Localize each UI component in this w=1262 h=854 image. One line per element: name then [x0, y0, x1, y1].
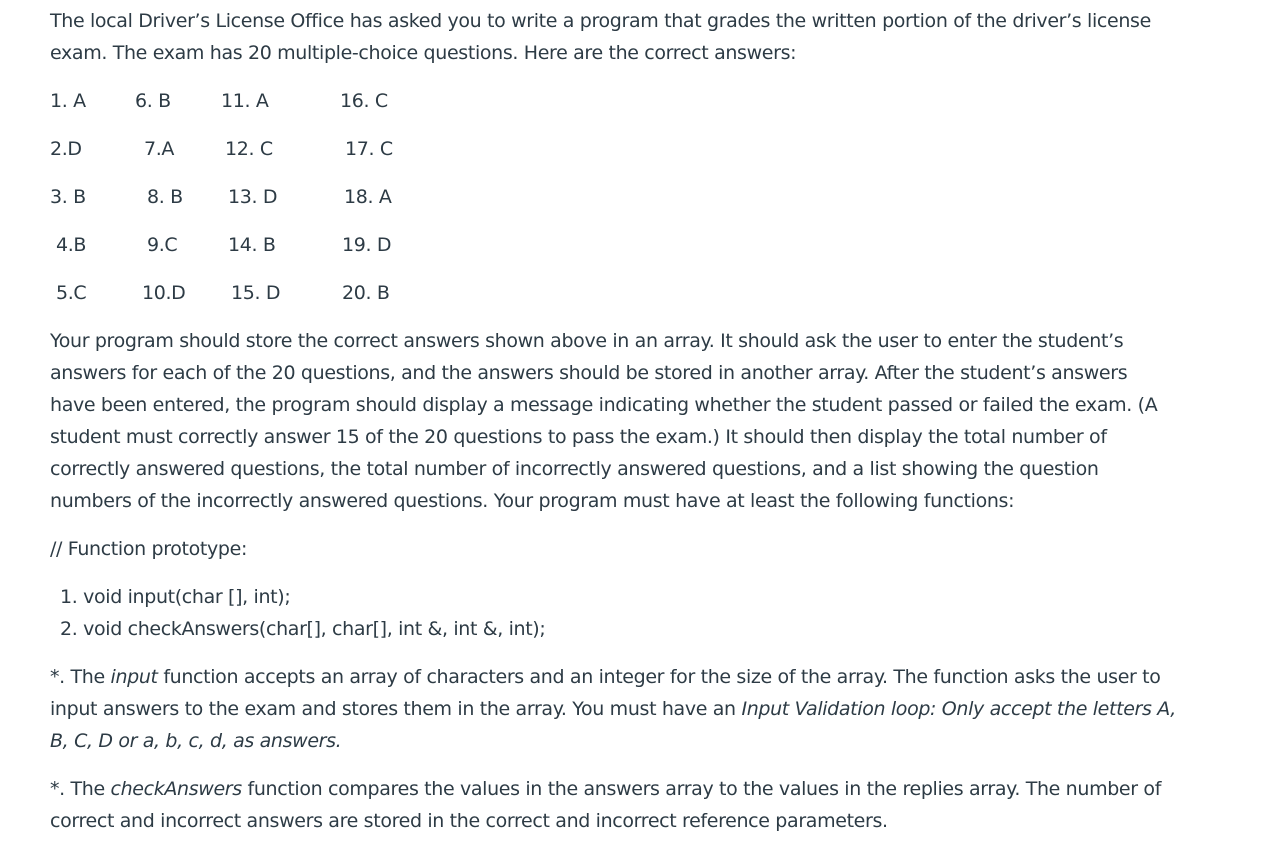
answer-item: 16. C: [340, 90, 388, 112]
requirements-line-2: answers for each of the 20 questions, and the answers should be stored in another array. After the student’s answers: [50, 362, 1128, 384]
answer-item: 18. A: [344, 186, 392, 208]
answer-item: 10.D: [142, 282, 186, 304]
answer-item: 1. A: [50, 90, 86, 112]
answer-item: 19. D: [342, 234, 392, 256]
input-validation-note: Input Validation loop: Only accept the letters A,: [741, 698, 1176, 720]
input-desc-text: input answers to the exam and stores them in the array. You must have an: [50, 698, 742, 720]
check-description-line-1: [50, 777, 1161, 801]
answer-item: 12. C: [225, 138, 273, 160]
input-validation-note: B, C, D or a, b, c, d, as answers.: [50, 730, 342, 752]
check-desc-text: function compares the values in the answers array to the values in the replies array. The number of: [241, 778, 1162, 800]
input-description-line-2: [50, 697, 1176, 721]
answer-item: 4.B: [56, 234, 87, 256]
answer-item: 2.D: [50, 138, 82, 160]
input-desc-text: function accepts an array of characters and an integer for the size of the array. The function asks the user to: [157, 666, 1161, 688]
requirements-line-3: have been entered, the program should display a message indicating whether the student passed or failed the exam. (A: [50, 394, 1158, 416]
input-function-name: input: [110, 666, 158, 688]
answer-item: 3. B: [50, 186, 86, 208]
check-description-line-2: correct and incorrect answers are stored in the correct and incorrect reference parameters.: [50, 810, 888, 832]
answer-item: 14. B: [228, 234, 276, 256]
prototype-item-input: 1. void input(char [], int);: [60, 586, 291, 608]
answer-item: 8. B: [147, 186, 183, 208]
prototype-heading: // Function prototype:: [50, 538, 247, 560]
requirements-line-1: Your program should store the correct answers shown above in an array. It should ask the user to enter the student’s: [50, 330, 1124, 352]
answer-item: 20. B: [342, 282, 390, 304]
input-desc-prefix: *. The: [50, 666, 111, 688]
answer-item: 5.C: [56, 282, 87, 304]
answer-item: 15. D: [231, 282, 281, 304]
check-desc-prefix: *. The: [50, 778, 111, 800]
requirements-line-5: correctly answered questions, the total number of incorrectly answered questions, and a list showing the question: [50, 458, 1099, 480]
requirements-line-6: numbers of the incorrectly answered questions. Your program must have at least the following functions:: [50, 490, 1015, 512]
answer-item: 6. B: [135, 90, 171, 112]
input-description-line-3: [50, 729, 341, 753]
answer-item: 7.A: [144, 138, 175, 160]
prototype-item-check-answers: 2. void checkAnswers(char[], char[], int &, int &, int);: [60, 618, 546, 640]
intro-line-1: The local Driver’s License Office has asked you to write a program that grades the written portion of the driver’s license: [50, 10, 1151, 32]
answer-item: 13. D: [228, 186, 278, 208]
answer-item: 17. C: [345, 138, 393, 160]
input-description-line-1: [50, 665, 1161, 689]
answer-item: 9.C: [147, 234, 178, 256]
check-answers-function-name: checkAnswers: [110, 778, 242, 800]
requirements-line-4: student must correctly answer 15 of the 20 questions to pass the exam.) It should then display the total number of: [50, 426, 1107, 448]
intro-line-2: exam. The exam has 20 multiple-choice questions. Here are the correct answers:: [50, 42, 797, 64]
answer-item: 11. A: [221, 90, 269, 112]
